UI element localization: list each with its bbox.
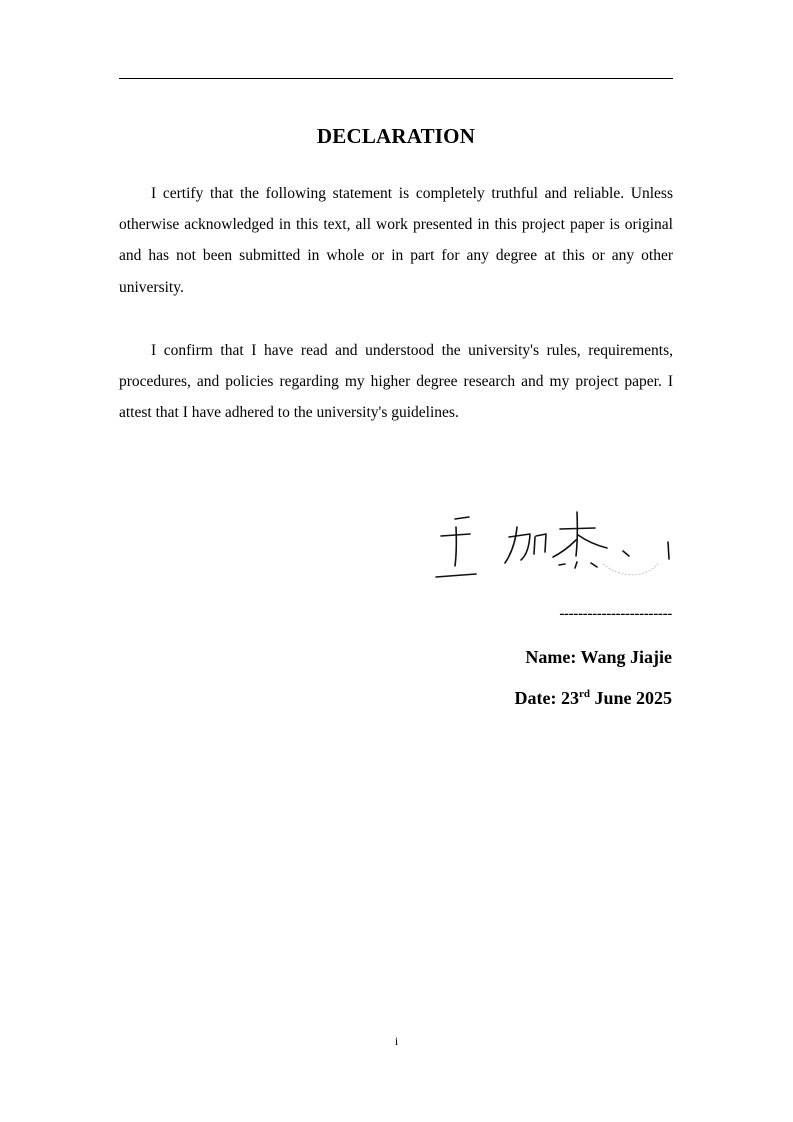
signature-line: ------------------------ [559,606,672,622]
page-title: DECLARATION [316,124,476,148]
declaration-paragraph-1: I certify that the following statement is completely truthful and reliable. Unless otherwise acknowledged in this text, all work presented in this project paper is original and has not been submitted in whole or in part for any degree at this or any other university. [119,185,673,296]
date-month-year: June 2025 [589,688,672,708]
handwritten-signature [425,490,680,590]
date-day: Date: 23 [514,688,579,708]
date-ordinal-suffix: rd [578,688,590,700]
header-rule [119,78,673,79]
declaration-date [515,688,673,709]
declaration-paragraph-2: I confirm that I have read and understood the university's rules, requirements, procedures, and policies regarding my higher degree research and my project paper. I attest that I have adhered to the university's guidelines. [119,342,673,422]
page-number: i [394,1034,399,1048]
signatory-name: Name: Wang Jiajie [525,647,672,667]
